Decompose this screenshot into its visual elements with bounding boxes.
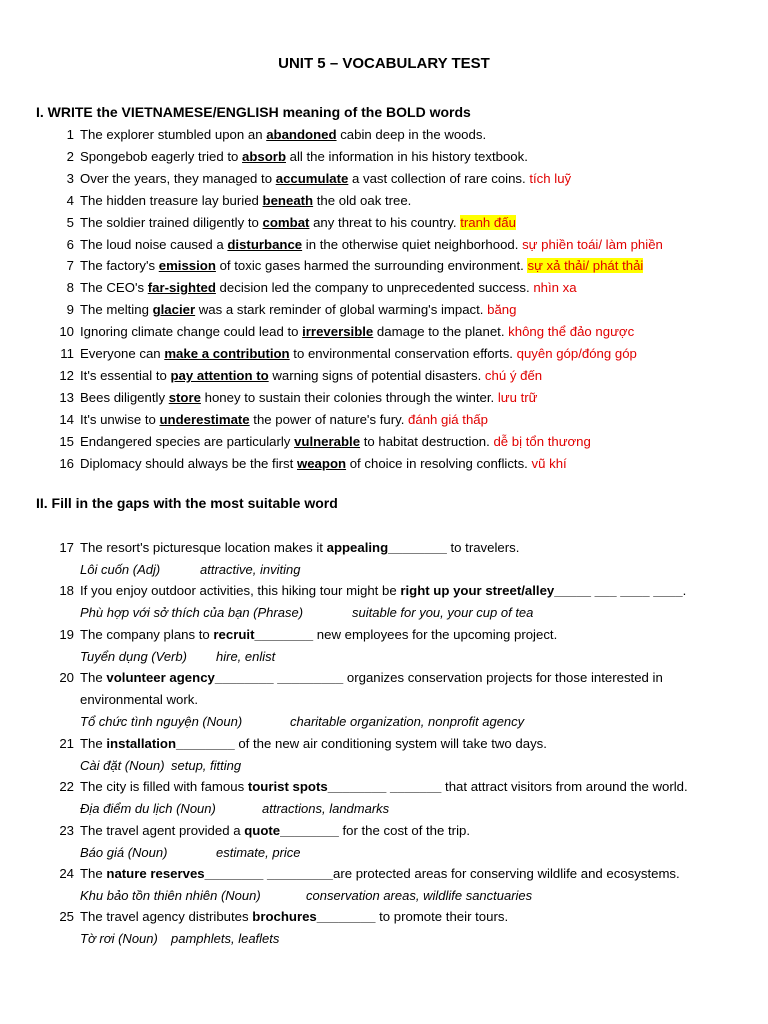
vocab-word: pay attention to — [170, 367, 269, 383]
answer-text: sự xả thải/ phát thải — [527, 258, 644, 274]
answer-text: vũ khí — [531, 455, 567, 471]
sentence-end: are protected areas for conserving wildlife and ecosystems. — [332, 866, 680, 881]
item-sentence — [80, 433, 591, 451]
item-sentence — [80, 669, 663, 687]
sentence-end: of the new air conditioning system will take two days. — [234, 736, 547, 751]
item-number: 21 — [59, 736, 74, 751]
item-number: 23 — [59, 823, 74, 838]
item-sentence — [80, 822, 470, 840]
item-number: 22 — [59, 779, 74, 794]
item-sentence — [80, 236, 663, 254]
vocab-word: beneath — [262, 192, 314, 208]
item-number: 19 — [59, 627, 74, 642]
sentence-start: Over the years, they managed to — [80, 170, 276, 186]
sentence-start: The melting — [80, 302, 153, 318]
item-number: 8 — [66, 280, 74, 296]
item-sentence — [80, 411, 488, 429]
item-number: 11 — [60, 346, 74, 361]
synonyms: pamphlets, leaflets — [171, 931, 280, 946]
vietnamese-meaning: Tuyển dụng (Verb) — [80, 649, 187, 664]
item-sentence — [80, 389, 538, 407]
synonyms: setup, fitting — [171, 758, 242, 773]
synonyms: estimate, price — [216, 845, 301, 860]
sentence-end: all the information in his history textbook. — [286, 148, 528, 164]
sentence-end: for the cost of the trip. — [338, 823, 471, 838]
vietnamese-meaning: Tổ chức tình nguyện (Noun) — [80, 714, 243, 729]
vietnamese-meaning: Cài đặt (Noun) — [80, 758, 165, 773]
sentence-start: Diplomacy should always be the first — [80, 455, 297, 471]
sentence-start: The resort's picturesque location makes it — [80, 540, 327, 555]
answer-text: chú ý đến — [484, 367, 543, 383]
item-number: 10 — [59, 324, 74, 340]
vietnamese-meaning: Lôi cuốn (Adj) — [80, 562, 161, 577]
sentence-end: was a stark reminder of global warming's impact. — [195, 302, 488, 318]
sentence-end: in the otherwise quiet neighborhood. — [302, 236, 523, 252]
item-sentence — [80, 539, 519, 557]
vocab-word: store — [168, 389, 201, 405]
sentence-start: It's unwise to — [80, 411, 160, 427]
item-sentence — [80, 148, 528, 166]
answer-text: đánh giá thấp — [408, 411, 488, 427]
item-number: 18 — [59, 583, 74, 598]
sentence-end: of toxic gases harmed the surrounding environment. — [215, 258, 528, 274]
sentence-start: Endangered species are particularly — [80, 433, 295, 449]
item-number: 17 — [59, 540, 74, 555]
answer-text: dễ bị tổn thương — [493, 433, 591, 449]
item-number: 24 — [59, 866, 74, 881]
synonyms: attractive, inviting — [200, 562, 301, 577]
synonyms: charitable organization, nonprofit agency — [290, 714, 525, 729]
gap-answer: nature reserves________ _________ — [106, 866, 333, 881]
sentence-end: the power of nature's fury. — [249, 411, 409, 427]
item-sentence — [80, 323, 634, 341]
item-number: 9 — [66, 302, 74, 318]
sentence-end: to environmental conservation efforts. — [289, 346, 517, 361]
vocab-word: disturbance — [227, 236, 303, 252]
section-2-heading: II. Fill in the gaps with the most suitable word — [36, 495, 338, 511]
sentence-start: It's essential to — [80, 367, 171, 383]
gap-answer: right up your street/alley_____ ___ ____ ____ — [400, 583, 683, 598]
sentence-end: honey to sustain their colonies through the winter. — [200, 389, 498, 405]
sentence-end: organizes conservation projects for those interested in — [343, 670, 663, 685]
sentence-start: The soldier trained diligently to — [80, 214, 263, 230]
synonyms: conservation areas, wildlife sanctuaries — [306, 888, 533, 903]
vocab-word: far-sighted — [147, 280, 216, 296]
item-sentence — [80, 367, 542, 385]
item-sentence — [80, 257, 643, 275]
item-number: 25 — [59, 909, 74, 924]
sentence-start: Spongebob eagerly tried to — [80, 148, 243, 164]
item-number: 4 — [66, 192, 74, 208]
item-sentence — [80, 279, 577, 297]
gap-answer: installation________ — [106, 736, 235, 751]
gap-answer: appealing________ — [326, 540, 447, 555]
sentence-start: The explorer stumbled upon an — [80, 127, 267, 142]
item-number: 6 — [66, 236, 74, 252]
sentence-end: that attract visitors from around the world. — [441, 779, 688, 794]
vocab-word: emission — [158, 258, 216, 274]
item-sentence — [80, 214, 516, 232]
sentence-end: to habitat destruction. — [360, 433, 494, 449]
sentence-end: of choice in resolving conflicts. — [346, 455, 532, 471]
item-sentence — [80, 778, 688, 796]
vocab-word: absorb — [242, 148, 286, 164]
section-1-heading: I. WRITE the VIETNAMESE/ENGLISH meaning of the BOLD words — [36, 104, 471, 120]
gap-answer: tourist spots________ _______ — [247, 779, 442, 794]
item-number: 3 — [66, 170, 74, 186]
sentence-end: the old oak tree. — [313, 192, 412, 208]
answer-text: lưu trữ — [497, 389, 538, 405]
item-number: 7 — [66, 258, 74, 274]
sentence-start: The hidden treasure lay buried — [80, 192, 263, 208]
sentence-end: decision led the company to unprecedented success. — [215, 280, 534, 296]
vocab-word: abandoned — [266, 127, 337, 142]
sentence-end: warning signs of potential disasters. — [268, 367, 485, 383]
vietnamese-meaning: Tờ rơi (Noun) — [80, 931, 158, 946]
sentence-end: to travelers. — [446, 540, 520, 555]
item-sentence — [80, 192, 411, 210]
item-sentence — [80, 865, 680, 883]
sentence-start: The city is filled with famous — [80, 779, 248, 794]
page-title: UNIT 5 – VOCABULARY TEST — [278, 55, 490, 72]
sentence-end: damage to the planet. — [373, 324, 509, 340]
item-sentence — [80, 582, 686, 600]
sentence-start: The CEO's — [80, 280, 148, 296]
vocab-word: irreversible — [302, 324, 374, 340]
item-sentence — [80, 345, 637, 363]
synonyms: attractions, landmarks — [262, 801, 390, 816]
vocab-word: combat — [262, 214, 310, 230]
item-number: 14 — [59, 411, 74, 427]
sentence-start: Ignoring climate change could lead to — [80, 324, 303, 340]
vietnamese-meaning: Phù hợp với sở thích của bạn (Phrase) — [80, 605, 304, 620]
item-number: 15 — [59, 433, 74, 449]
gap-answer: brochures________ — [252, 909, 376, 924]
gap-answer: quote________ — [244, 823, 339, 838]
vocab-word: make a contribution — [164, 346, 290, 361]
answer-text: băng — [487, 302, 517, 318]
sentence-start: The company plans to — [80, 627, 214, 642]
vocab-word: vulnerable — [294, 433, 361, 449]
sentence-end: cabin deep in the woods. — [336, 127, 487, 142]
sentence-end: . — [682, 583, 687, 598]
item-sentence — [80, 455, 567, 473]
vocab-word: underestimate — [159, 411, 250, 427]
item-sentence — [80, 301, 516, 319]
vocab-word: accumulate — [275, 170, 349, 186]
answer-text: nhìn xa — [533, 280, 577, 296]
sentence-start: The — [80, 736, 107, 751]
sentence-start: If you enjoy outdoor activities, this hiking tour might be — [80, 583, 401, 598]
sentence-start: Bees diligently — [80, 389, 169, 405]
item-sentence — [80, 735, 547, 753]
item-number: 2 — [66, 148, 74, 164]
vocab-word: weapon — [296, 455, 347, 471]
vietnamese-meaning: Khu bảo tồn thiên nhiên (Noun) — [80, 888, 261, 903]
answer-text: tranh đấu — [460, 214, 516, 230]
item-number: 5 — [66, 214, 74, 230]
answer-text: sự phiền toái/ làm phiền — [522, 236, 663, 252]
answer-text: quyên góp/đóng góp — [516, 346, 637, 361]
item-sentence — [80, 170, 571, 188]
item-number: 12 — [59, 367, 74, 383]
vocab-word: glacier — [152, 302, 196, 318]
sentence-end: to promote their tours. — [375, 909, 509, 924]
sentence-end: a vast collection of rare coins. — [348, 170, 530, 186]
answer-text: tích luỹ — [529, 170, 572, 186]
sentence-start: The travel agency distributes — [80, 909, 253, 924]
item-number: 16 — [59, 455, 74, 471]
item-sentence — [80, 626, 557, 644]
item-number: 20 — [59, 670, 74, 685]
sentence-start: The — [80, 670, 107, 685]
vietnamese-meaning: Báo giá (Noun) — [80, 845, 168, 860]
sentence-start: The factory's — [80, 258, 159, 274]
item-sentence — [80, 126, 486, 144]
item-number: 1 — [66, 127, 74, 142]
gap-answer: recruit________ — [213, 627, 314, 642]
answer-text: không thể đảo ngược — [508, 324, 635, 340]
sentence-start: The loud noise caused a — [80, 236, 228, 252]
sentence-start: The travel agent provided a — [80, 823, 245, 838]
sentence-end: new employees for the upcoming project. — [313, 627, 558, 642]
vietnamese-meaning: Địa điểm du lịch (Noun) — [80, 801, 216, 816]
sentence-end: any threat to his country. — [309, 214, 461, 230]
synonyms: hire, enlist — [216, 649, 276, 664]
sentence-start: Everyone can — [80, 346, 165, 361]
sentence-line-2: environmental work. — [80, 692, 199, 707]
item-sentence — [80, 908, 508, 926]
synonyms: suitable for you, your cup of tea — [352, 605, 534, 620]
item-number: 13 — [59, 389, 74, 405]
sentence-start: The — [80, 866, 107, 881]
gap-answer: volunteer agency________ _________ — [106, 670, 344, 685]
